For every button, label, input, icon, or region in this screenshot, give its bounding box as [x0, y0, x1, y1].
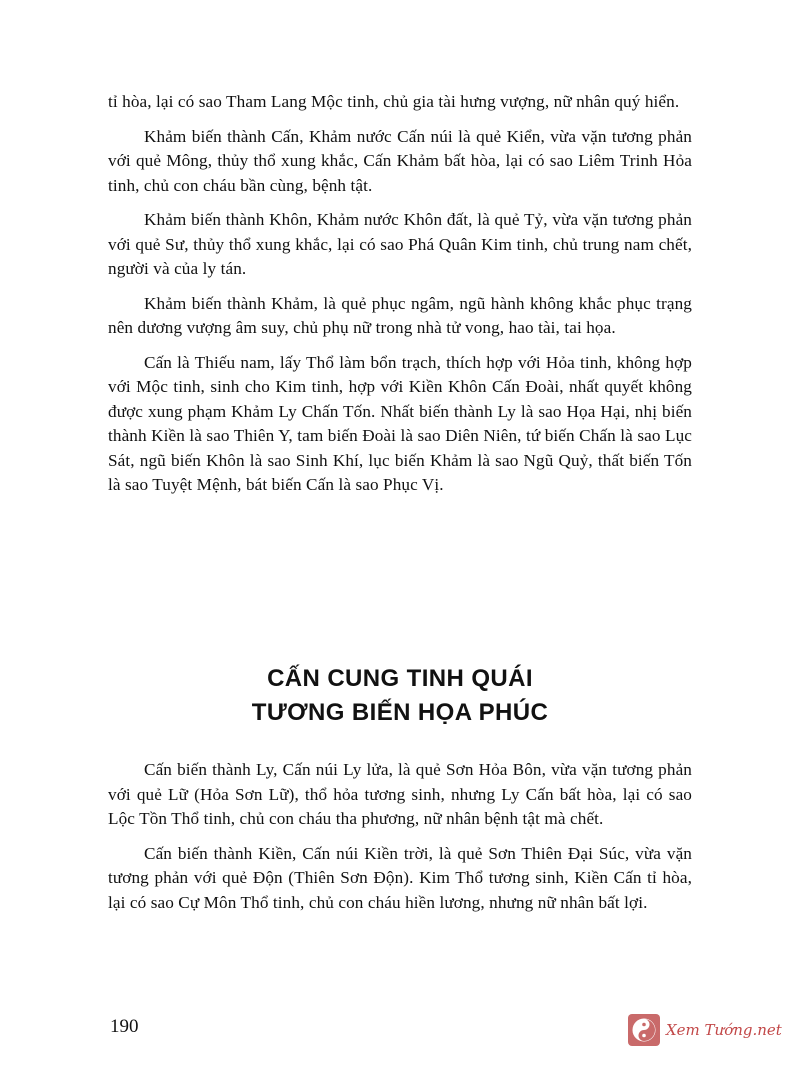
watermark-text: Xem Tướng.net [666, 1021, 782, 1039]
text-block-bottom [108, 758, 692, 925]
paragraph-can-intro: Cấn là Thiếu nam, lấy Thổ làm bổn trạch, thích hợp với Hỏa tinh, không hợp với Mộc tinh, sinh cho Kim tinh, hợp với Kiền Khôn Cấn Đoài, nhất quyết không được xung phạm Khảm Ly Chấn Tốn. Nhất biến thành Ly là sao Họa Hại, nhị biến thành Kiền là sao Thiên Y, tam biến Đoài là sao Diên Niên, tứ biến Chấn là sao Lục Sát, ngũ biến Khôn là sao Sinh Khí, lục biến Khảm là sao Ngũ Quỷ, thất biến Tốn là sao Tuyệt Mệnh, bát biến Cấn là sao Phục Vị. [108, 352, 692, 494]
heading-line-2: TƯƠNG BIẾN HỌA PHÚC [251, 699, 549, 726]
watermark [628, 1010, 794, 1050]
paragraph-kham-khon: Khảm biến thành Khôn, Khảm nước Khôn đất, là quẻ Tỷ, vừa vặn tương phản với quẻ Sư, thủy thổ xung khắc, lại có sao Phá Quân Kim tinh, chủ trung nam chết, người và của ly tán. [108, 210, 692, 278]
paragraph-continuation: tỉ hòa, lại có sao Tham Lang Mộc tinh, chủ gia tài hưng vượng, nữ nhân quý hiển. [108, 92, 680, 111]
paragraph-can-kien: Cấn biến thành Kiền, Cấn núi Kiền trời, là quẻ Sơn Thiên Đại Súc, vừa vặn tương phản với quẻ Độn (Thiên Sơn Độn). Kim Thổ tương sinh, Kiền Cấn tỉ hòa, lại có sao Cự Môn Thổ tinh, chủ con cháu hiền lương, nhưng nữ nhân bất lợi. [108, 843, 692, 912]
heading-line-1: CẤN CUNG TINH QUÁI [267, 665, 533, 692]
text-block-top [108, 90, 692, 508]
paragraph-kham-can: Khảm biến thành Cấn, Khảm nước Cấn núi là quẻ Kiển, vừa vặn tương phản với quẻ Mông, thủy thổ xung khắc, Cấn Khảm bất hòa, lại có sao Liêm Trinh Hỏa tinh, chủ con cháu bần cùng, bệnh tật. [108, 126, 692, 195]
paragraph-can-ly: Cấn biến thành Ly, Cấn núi Ly lửa, là quẻ Sơn Hỏa Bôn, vừa vặn tương phản với quẻ Lữ (Hỏa Sơn Lữ), thổ hỏa tương sinh, nhưng Ly Cấn bất hòa, lại có sao Lộc Tồn Thổ tinh, chủ con cháu tha phương, nữ nhân bệnh tật mà chết. [108, 760, 692, 828]
yin-yang-icon [628, 1014, 660, 1046]
section-heading [108, 662, 692, 730]
paragraph-kham-kham: Khảm biến thành Khảm, là quẻ phục ngâm, ngũ hành không khắc phục trạng nên dương vượng âm suy, chủ phụ nữ trong nhà tử vong, hao tài, tai họa. [108, 293, 692, 337]
page-number: 190 [110, 1016, 139, 1037]
